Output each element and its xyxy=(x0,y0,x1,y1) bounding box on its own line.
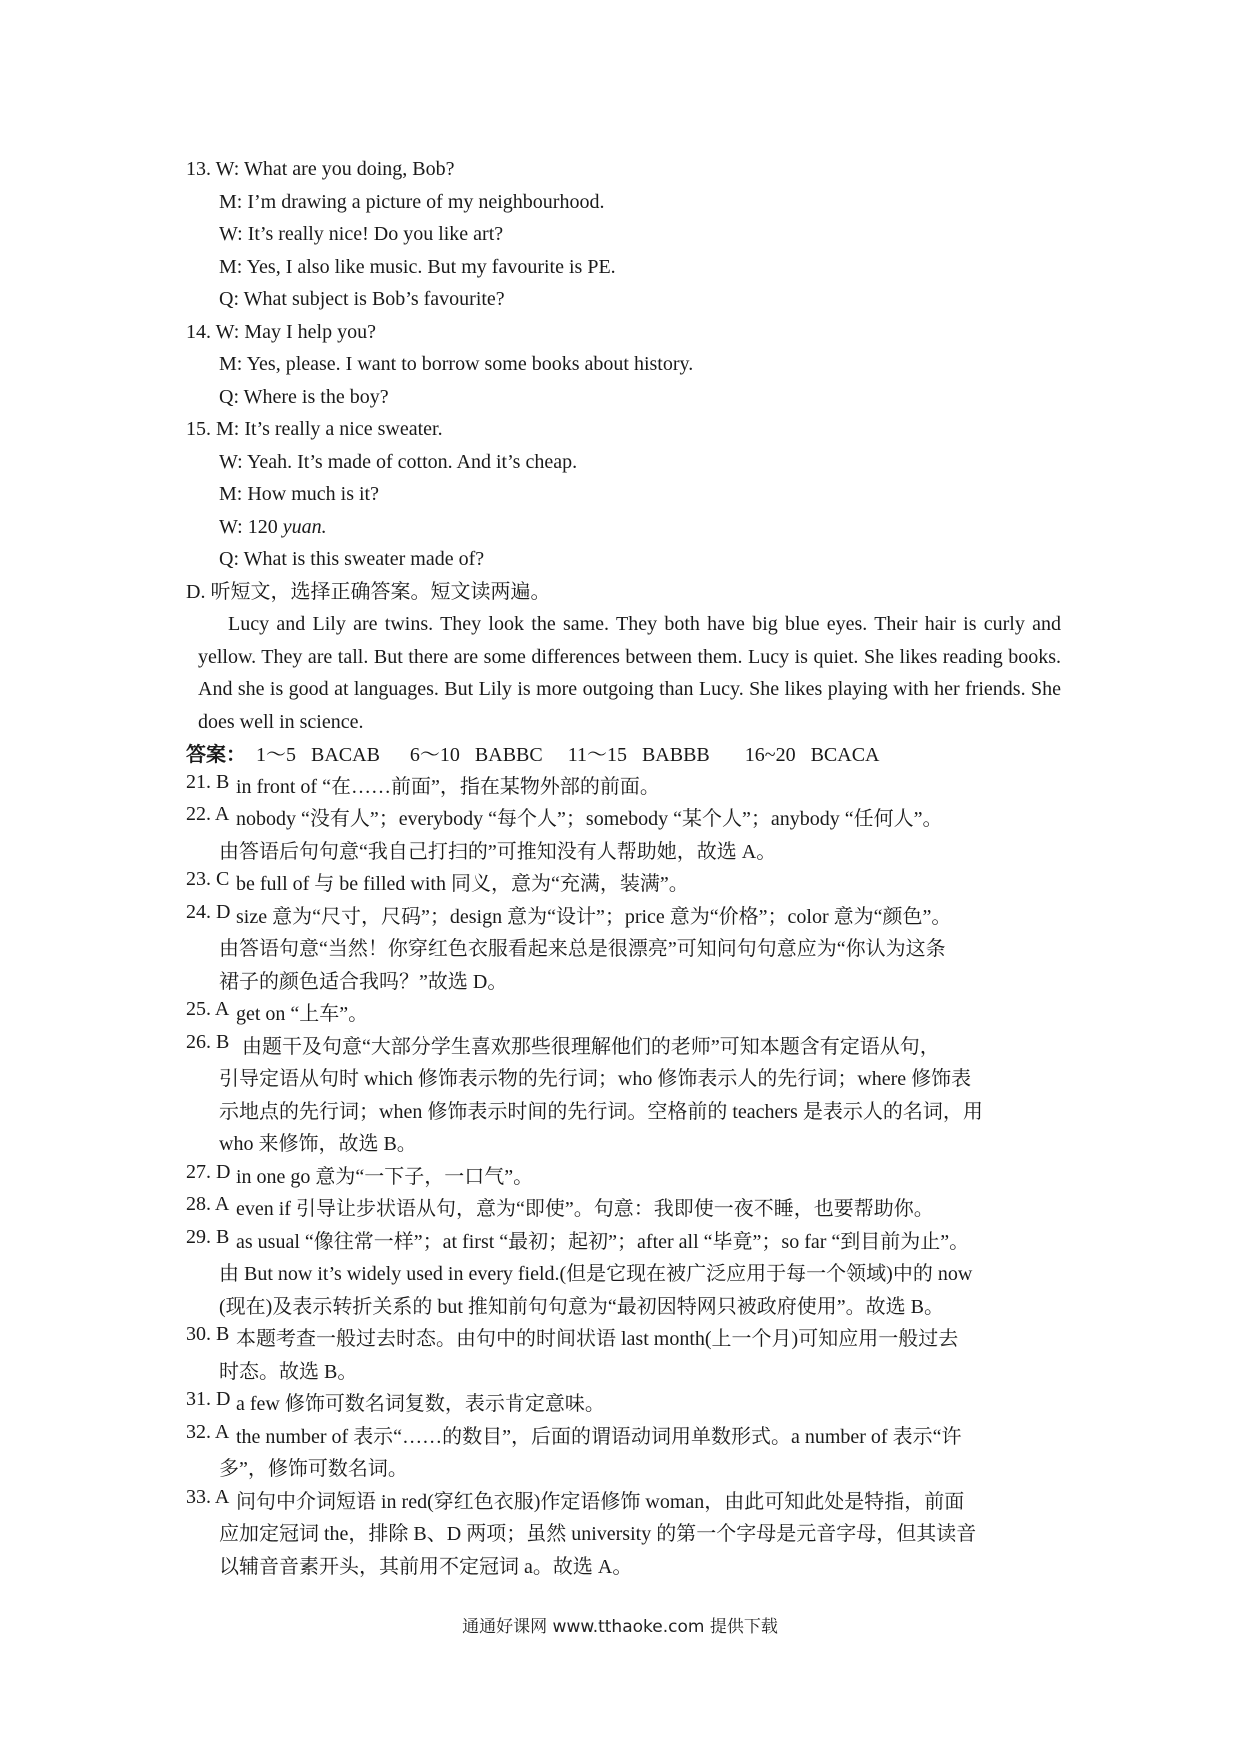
explanation-22: 22. A nobody “没有人”；everybody “每个人”；somebody “某个人”；anybody “任何人”。 由答语后句句意“我自己打扫的”可推知没有人帮助她，故选 A。 xyxy=(186,803,943,863)
dialogue-13-line-3: W: It’s really nice! Do you like art? xyxy=(219,223,504,245)
dialogue-15-line-2: W: Yeah. It’s made of cotton. And it’s cheap. xyxy=(219,450,578,473)
explanation-21: 21. B in front of “在……前面”，指在某物外部的前面。 xyxy=(186,770,660,798)
explanation-33: 33. A 问句中介词短语 in red(穿红色衣服)作定语修饰 woman，由此可知此处是特指，前面 应加定冠词 the，排除 B、D 两项；虽然 university 的第一个字母是元音字母，但其读音 以辅音音素开头，其前用不定冠词 a。故选 A。 xyxy=(186,1485,977,1578)
answers-row xyxy=(186,738,1061,771)
section-d-heading: D. 听短文，选择正确答案。短文读两遍。 xyxy=(186,580,551,603)
explanation-29: 29. B as usual “像往常一样”；at first “最初；起初”；after all “毕竟”；so far “到目前为止”。 由 But now it’s widely used in every field.(但是它现在被广泛应用于每一个领域)中的 now (现在)及表示转折关系的 but 推知前句句意为“最初因特网只被政府使用”。故选 B。 xyxy=(186,1225,973,1318)
page-content xyxy=(186,153,1061,1583)
explanation-23: 23. C be full of 与 be filled with 同义，意为“充满，装满”。 xyxy=(186,868,689,895)
dialogue-13-line-2: M: I’m drawing a picture of my neighbourhood. xyxy=(219,190,605,213)
dialogue-13-line-1: 13. W: What are you doing, Bob? xyxy=(186,158,455,180)
dialogue-15-question: Q: What is this sweater made of? xyxy=(219,548,485,570)
dialogue-13-line-4: M: Yes, I also like music. But my favourite is PE. xyxy=(219,255,616,278)
dialogue-15-line-1: 15. M: It’s really a nice sweater. xyxy=(186,418,443,440)
explanation-31: 31. D a few 修饰可数名词复数，表示肯定意味。 xyxy=(186,1388,605,1415)
explanation-28: 28. A even if 引导让步状语从句，意为“即使”。句意：我即使一夜不睡，也要帮助你。 xyxy=(186,1193,934,1220)
explanation-27: 27. D in one go 意为“一下子，一口气”。 xyxy=(186,1160,534,1188)
explanation-25: 25. A get on “上车”。 xyxy=(186,998,369,1025)
answers-key: 1～5 BACAB 6～10 BABBC 11～15 BABBB 16~20 BCACA xyxy=(246,744,880,766)
dialogue-14-line-2: M: Yes, please. I want to borrow some books about history. xyxy=(219,353,694,375)
explanation-32: 32. A the number of 表示“……的数目”，后面的谓语动词用单数形式。a number of 表示“许 多”，修饰可数名词。 xyxy=(186,1420,962,1480)
answers-label: 答案： xyxy=(186,742,246,766)
dialogue-13-question: Q: What subject is Bob’s favourite? xyxy=(219,288,505,310)
explanation-30: 30. B 本题考查一般过去时态。由句中的时间状语 last month(上一个月)可知应用一般过去 时态。故选 B。 xyxy=(186,1323,959,1383)
dialogue-14-line-1: 14. W: May I help you? xyxy=(186,320,376,343)
explanation-26: 26. B 由题干及句意“大部分学生喜欢那些很理解他们的老师”可知本题含有定语从句， 引导定语从句时 which 修饰表示物的先行词；who 修饰表示人的先行词；where 修饰表 示地点的先行词；when 修饰表示时间的先行词。空格前的 teachers 是表示人的名词，用 who 来修饰，故选 B。 xyxy=(186,1030,983,1155)
page-footer: 通通好课网 www.tthaoke.com 提供下载 xyxy=(462,1617,778,1637)
dialogue-15-line-4: W: 120 yuan. xyxy=(219,515,327,538)
explanation-24: 24. D size 意为“尺寸，尺码”；design 意为“设计”；price 意为“价格”；color 意为“颜色”。 由答语句意“当然！你穿红色衣服看起来总是很漂亮”可知问句句意应为“你认为这条 裙子的颜色适合我吗？”故选 D。 xyxy=(186,900,952,993)
dialogue-15-line-3: M: How much is it? xyxy=(219,483,379,505)
dialogue-14-question: Q: Where is the boy? xyxy=(219,385,389,408)
passage-paragraph: Lucy and Lily are twins. They look the same. They both have big blue eyes. Their hair is curly and yellow. They are tall. But there are some differences between them. Lucy is quiet. She likes reading books. And she is good at languages. But Lily is more outgoing than Lucy. She likes playing with her friends. She does well in science. xyxy=(198,613,1061,733)
